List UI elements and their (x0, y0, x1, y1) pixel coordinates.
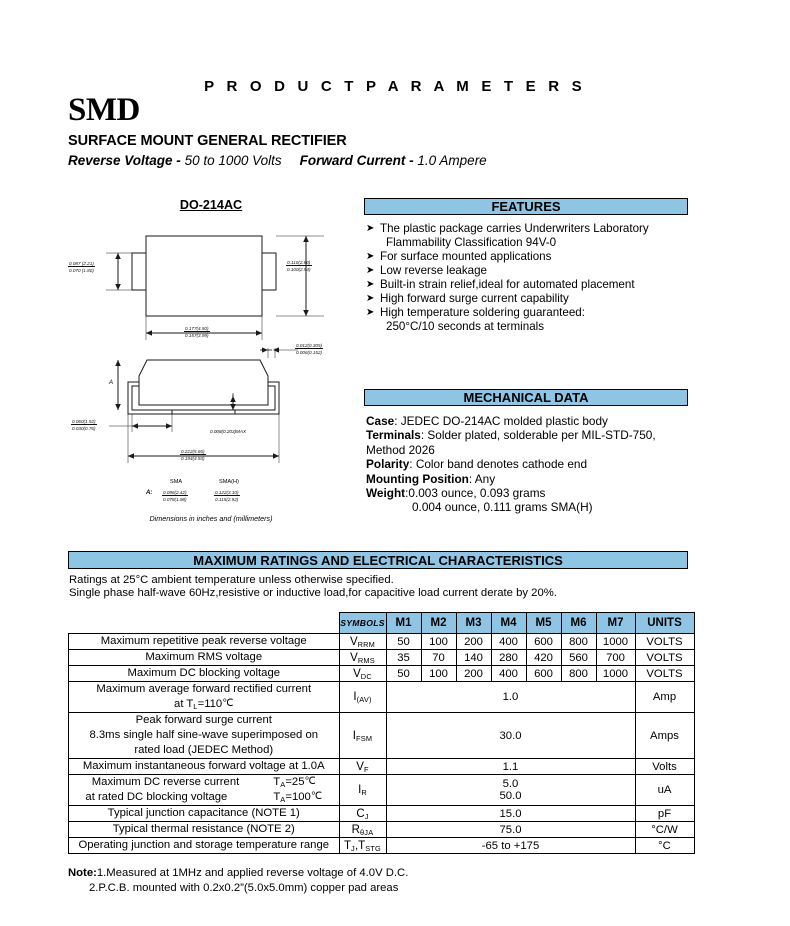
row-desc: Typical thermal resistance (NOTE 2) (69, 822, 340, 838)
cell-units: VOLTS (635, 666, 694, 682)
row-symbol: $C_J$ (339, 806, 386, 822)
mech-terminals-cont: Method 2026 (366, 442, 435, 457)
row-symbol: $V_F$ (339, 759, 386, 775)
row-symbol: $I_R$ (339, 775, 386, 806)
row-symbol: $V_{RRM}$ (339, 634, 386, 650)
forward-current-value: 1.0 Ampere (417, 153, 487, 168)
list-item: ➤ For surface mounted applications (366, 249, 552, 263)
table-row (69, 822, 695, 838)
list-item: ➤ High temperature soldering guaranteed: 250°C/10 seconds at terminals (366, 306, 585, 333)
table-header-row (69, 613, 695, 634)
table-row (69, 806, 695, 822)
mech-weight: Weight:0.003 ounce, 0.093 grams (366, 486, 546, 501)
list-item: ➤ The plastic package carries Underwriters Laboratory Flammability Classification 94V-0 (366, 222, 649, 249)
mechanical-data-list (366, 414, 696, 515)
table-row (69, 634, 695, 650)
mech-polarity: Polarity: Color band denotes cathode end (366, 457, 588, 472)
diamond-bullet-icon: ➤ (366, 264, 375, 276)
dim-height-left: 0.087 (2.21) 0.070 (1.80) (69, 261, 94, 273)
th-m3: M3 (456, 613, 491, 634)
features-header: FEATURES (364, 198, 688, 215)
list-item: ➤ Built-in strain relief,ideal for automated placement (366, 277, 635, 291)
table-row (69, 650, 695, 666)
th-m2: M2 (421, 613, 456, 634)
cell-m6: 800 (561, 666, 596, 682)
cell-units: pF (635, 806, 694, 822)
row-symbol: $I_{FSM}$ (339, 713, 386, 759)
row-desc: Maximum repetitive peak reverse voltage (69, 634, 340, 650)
th-m1: M1 (386, 613, 421, 634)
row-symbol: $R_{\theta JA}$ (339, 822, 386, 838)
row-desc: Typical junction capacitance (NOTE 1) (69, 806, 340, 822)
variant-smah-label: SMA(H) (219, 479, 239, 485)
cell-m2: 70 (421, 650, 456, 666)
cell-m4: 400 (491, 634, 526, 650)
cell-span-value: 1.1 (386, 759, 635, 775)
drawing-svg (62, 198, 360, 528)
th-m5: M5 (526, 613, 561, 634)
mech-case: Case: JEDEC DO-214AC molded plastic body (366, 414, 608, 428)
table-row (69, 666, 695, 682)
row-desc: Maximum RMS voltage (69, 650, 340, 666)
smd-logo: SMD (68, 92, 140, 128)
dim-width: 0.177(4.50) 0.157(3.99) (185, 326, 209, 338)
cell-m5: 420 (526, 650, 561, 666)
diamond-bullet-icon: ➤ (366, 278, 375, 290)
package-drawing (62, 198, 360, 528)
cell-units: VOLTS (635, 650, 694, 666)
cell-units: Amps (635, 713, 694, 759)
cell-span-value: 75.0 (386, 822, 635, 838)
row-symbol: $V_{RMS}$ (339, 650, 386, 666)
cell-span-value: 30.0 (386, 713, 635, 759)
forward-current-label: Forward Current - (299, 153, 418, 168)
cell-units: Amp (635, 682, 694, 713)
cell-m2: 100 (421, 666, 456, 682)
table-row (69, 759, 695, 775)
table-row (69, 775, 695, 806)
reverse-voltage-label: Reverse Voltage - (68, 153, 185, 168)
note-line-2: 2.P.C.B. mounted with 0.2x0.2”(5.0x5.0mm) copper pad areas (89, 881, 399, 894)
row-desc: Maximum DC reverse current $T_A=25℃$ at rated DC blocking voltage $T_A=100℃$ (69, 775, 340, 806)
cell-m3: 200 (456, 634, 491, 650)
th-units: UNITS (635, 613, 694, 634)
cell-m1: 35 (386, 650, 421, 666)
cell-units: VOLTS (635, 634, 694, 650)
ratings-conditions: Ratings at 25°C ambient temperature unless otherwise specified. Single phase half-wave 60Hz,resistive or inductive load,for capacitive load current derate by 20%. (69, 574, 557, 600)
variant-smah-value: 0.122(3.10) 0.115(2.92) (215, 490, 239, 502)
cell-m7: 700 (596, 650, 635, 666)
cell-units: Volts (635, 759, 694, 775)
diamond-bullet-icon: ➤ (366, 250, 375, 262)
dim-foot: 0.060(1.52) 0.030(0.76) (72, 419, 96, 431)
variant-sma-value: 0.096(2.42) 0.078(1.98) (163, 490, 187, 502)
cell-m3: 140 (456, 650, 491, 666)
cell-m6: 800 (561, 634, 596, 650)
cell-span-value: 15.0 (386, 806, 635, 822)
variant-sma-label: SMA (170, 479, 183, 485)
diamond-bullet-icon: ➤ (366, 307, 375, 319)
ratings-table (68, 612, 695, 854)
table-row (69, 713, 695, 759)
mech-mounting: Mounting Position: Any (366, 471, 496, 486)
th-m7: M7 (596, 613, 635, 634)
dim-height-right: 0.110(2.80) 0.100(2.54) (287, 260, 311, 272)
cell-span-value: 1.0 (386, 682, 635, 713)
row-desc: Operating junction and storage temperature range (69, 838, 340, 854)
variant-row-label: A: (146, 490, 153, 496)
th-symbols: SYMBOLS (339, 613, 386, 634)
mechanical-data-header: MECHANICAL DATA (364, 389, 688, 406)
row-desc: Maximum DC blocking voltage (69, 666, 340, 682)
row-symbol: $T_J,T_{STG}$ (339, 838, 386, 854)
drawing-title: DO-214AC (179, 198, 243, 212)
subtitle: SURFACE MOUNT GENERAL RECTIFIER (68, 133, 347, 149)
cell-units: uA (635, 775, 694, 806)
dim-lead-thickness: 0.012(0.305) 0.006(0.152) (296, 343, 323, 355)
cell-units: °C (635, 838, 694, 854)
drawing-caption: Dimensions in inches and (millimeters) (149, 514, 273, 523)
th-blank (69, 613, 340, 634)
cell-m3: 200 (456, 666, 491, 682)
mech-weight-cont: 0.004 ounce, 0.111 grams SMA(H) (412, 500, 593, 515)
cell-units: °C/W (635, 822, 694, 838)
row-symbol: $V_{DC}$ (339, 666, 386, 682)
cell-m4: 280 (491, 650, 526, 666)
ratings-header: MAXIMUM RATINGS AND ELECTRICAL CHARACTERISTICS (68, 551, 688, 569)
note-line-1: Note:1.Measured at 1MHz and applied reverse voltage of 4.0V D.C. (68, 867, 409, 879)
cell-span-value: 5.0 50.0 (386, 775, 635, 806)
cell-m6: 560 (561, 650, 596, 666)
th-m6: M6 (561, 613, 596, 634)
th-m4: M4 (491, 613, 526, 634)
notes-block (68, 866, 408, 895)
cell-m5: 600 (526, 634, 561, 650)
diamond-bullet-icon: ➤ (366, 223, 375, 234)
mech-terminals: Terminals: Solder plated, solderable per MIL-STD-750, (366, 428, 656, 443)
row-symbol: $I_{(AV)}$ (339, 682, 386, 713)
page-title: P R O D U C T P A R A M E T E R S (204, 78, 586, 95)
cell-m1: 50 (386, 634, 421, 650)
list-item: ➤ High forward surge current capability (366, 291, 569, 305)
list-item: ➤ Low reverse leakage (366, 263, 487, 277)
ratings-summary (68, 153, 487, 168)
cell-m7: 1000 (596, 634, 635, 650)
diamond-bullet-icon: ➤ (366, 292, 375, 304)
reverse-voltage-value: 50 to 1000 Volts (184, 153, 282, 168)
dim-standoff: 0.008(0.203)MAX (210, 429, 247, 434)
row-desc: Peak forward surge current 8.3ms single half sine-wave superimposed on rated load (JEDEC Method) (69, 713, 340, 759)
dim-a-callout: A (109, 380, 114, 386)
cell-m4: 400 (491, 666, 526, 682)
row-desc: Maximum instantaneous forward voltage at 1.0A (69, 759, 340, 775)
dim-overall-length: 0.222(5.66) 0.194(4.93) (181, 449, 205, 461)
table-row (69, 838, 695, 854)
cell-m2: 100 (421, 634, 456, 650)
cell-m7: 1000 (596, 666, 635, 682)
features-list (366, 222, 696, 334)
cell-m5: 600 (526, 666, 561, 682)
cell-span-value: -65 to +175 (386, 838, 635, 854)
cell-m1: 50 (386, 666, 421, 682)
table-row (69, 682, 695, 713)
row-desc: Maximum average forward rectified current at $T_L=110℃$ (69, 682, 340, 713)
